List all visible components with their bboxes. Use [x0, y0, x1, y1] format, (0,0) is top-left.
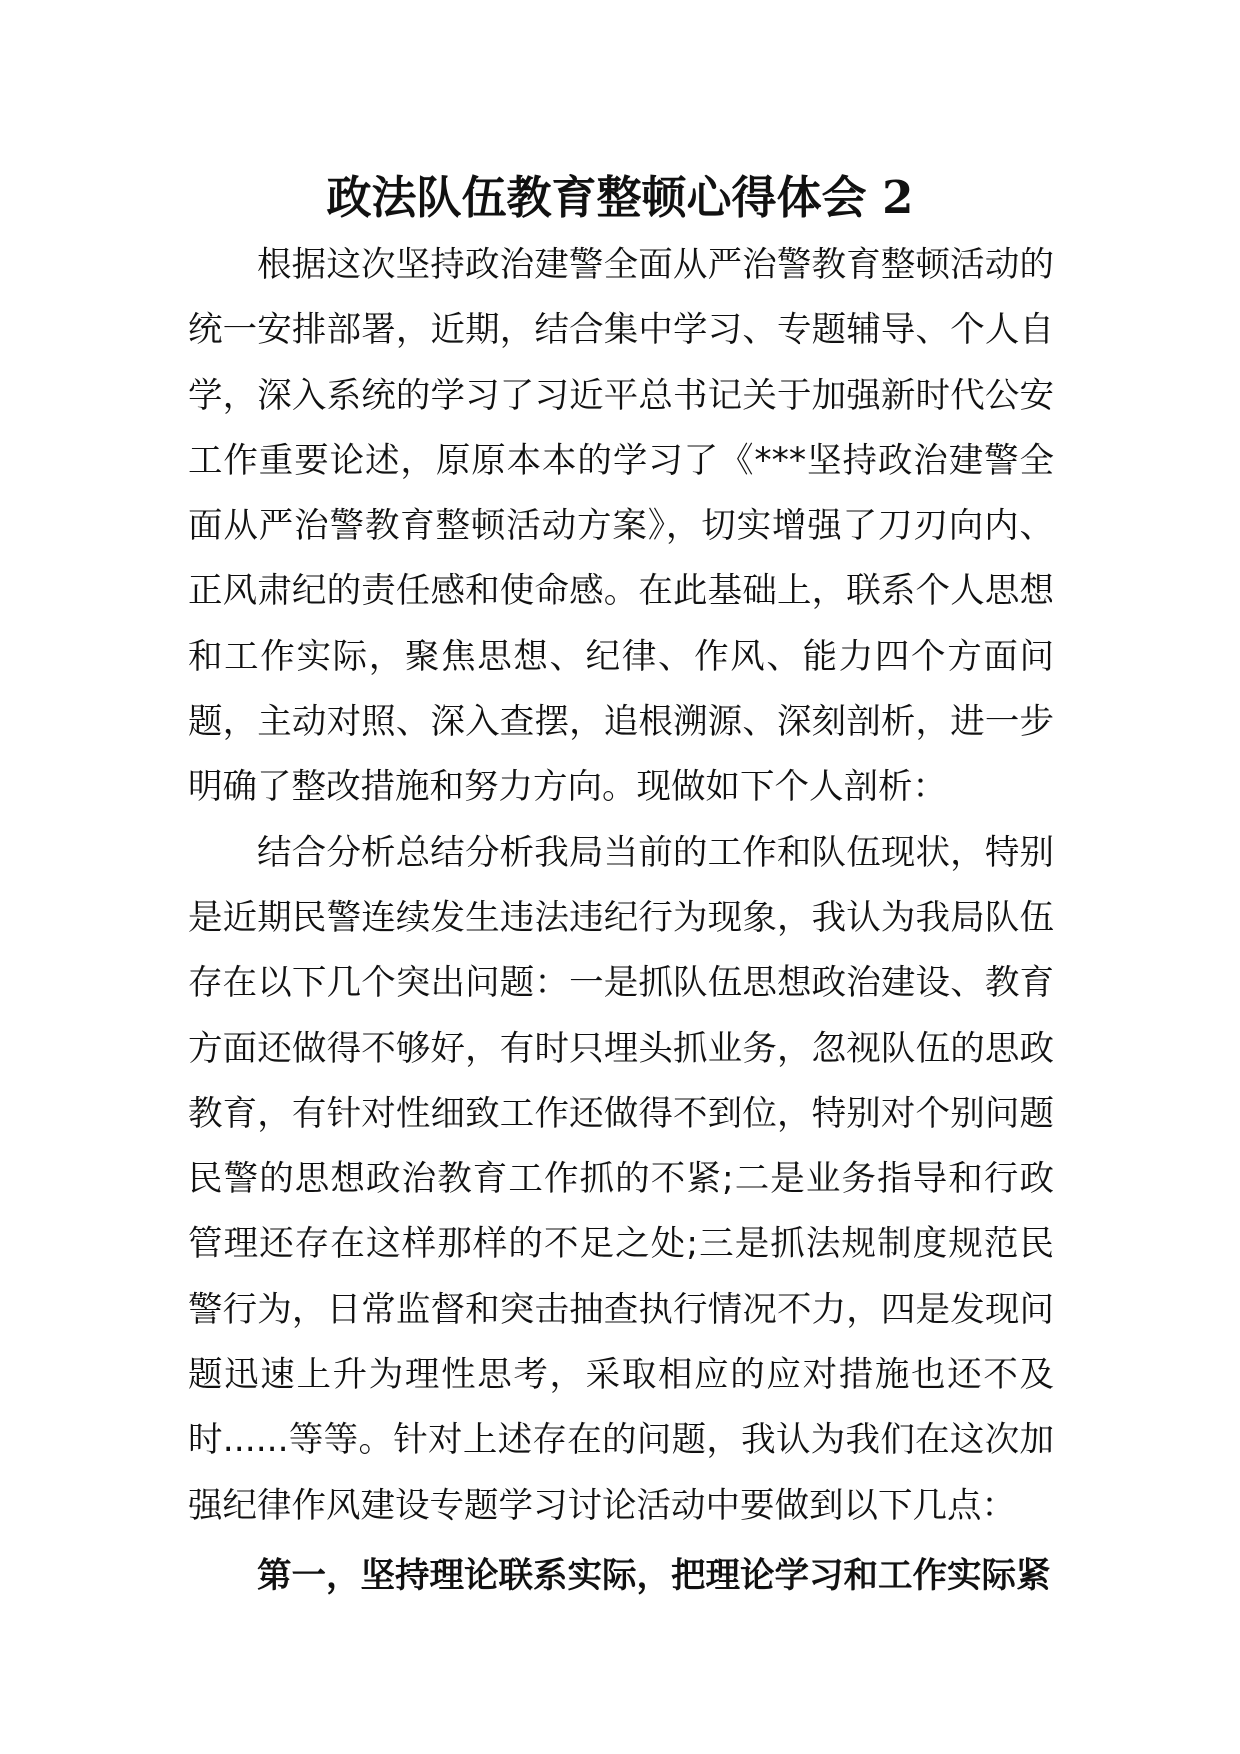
paragraph-intro: 根据这次坚持政治建警全面从严治警教育整顿活动的统一安排部署，近期，结合集中学习、专题辅导、个人自学，深入系统的学习了习近平总书记关于加强新时代公安工作重要论述，原原本本的学习了《***坚持政治建警全面从严治警教育整顿活动方案》，切实增强了刀刃向内、正风肃纪的责任感和使命感。在此基础上，联系个人思想和工作实际，聚焦思想、纪律、作风、能力四个方面问题，主动对照、深入查摆，追根溯源、深刻剖析，进一步明确了整改措施和努力方向。现做如下个人剖析：	[188, 245, 1054, 808]
paragraph-point-one-heading: 第一，坚持理论联系实际，把理论学习和工作实际紧	[257, 1555, 1051, 1596]
paragraph-problems: 结合分析总结分析我局当前的工作和队伍现状，特别是近期民警连续发生违法违纪行为现象，我认为我局队伍存在以下几个突出问题：一是抓队伍思想政治建设、教育方面还做得不够好，有时只埋头抓业务，忽视队伍的思政教育，有针对性细致工作还做得不到位，特别对个别问题民警的思想政治教育工作抓的不紧;二是业务指导和行政管理还存在这样那样的不足之处;三是抓法规制度规范民警行为，日常监督和突击抽查执行情况不力，四是发现问题迅速上升为理性思考，采取相应的应对措施也还不及时......等等。针对上述存在的问题，我认为我们在这次加强纪律作风建设专题学习讨论活动中要做到以下几点：	[188, 832, 1054, 1526]
document-title: 政法队伍教育整顿心得体会 2	[326, 171, 914, 224]
document-body	[188, 233, 1054, 1609]
